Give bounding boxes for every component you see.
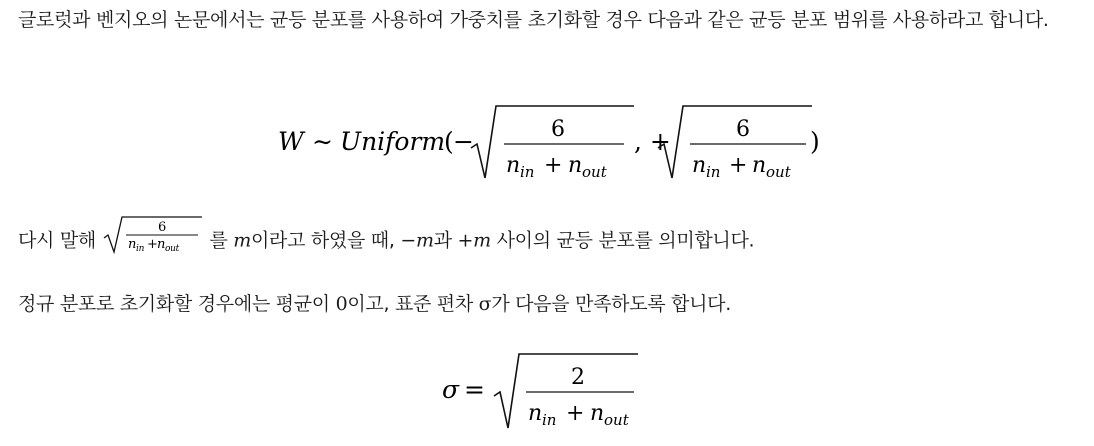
eq1-open: (: [444, 127, 454, 156]
eq2-eq: =: [464, 375, 485, 404]
eq1-nin-1: n: [506, 153, 521, 178]
eq1-num-1: 6: [551, 117, 565, 142]
eq2-insub: in: [542, 411, 557, 429]
eq1-lhs: W: [278, 127, 304, 156]
eq1-neg: −: [453, 127, 474, 156]
p2-text-2: 를: [209, 229, 228, 252]
equation-normal-svg: [442, 346, 662, 436]
inline-outsub: out: [164, 244, 179, 254]
eq2-num: 2: [571, 365, 585, 390]
inline-sqrt-fraction: [102, 214, 204, 264]
eq1-outsub-1: out: [582, 163, 607, 181]
eq2-nout: n: [590, 401, 605, 426]
eq1-insub-1: in: [520, 163, 535, 181]
eq1-plus-2: +: [729, 153, 748, 178]
eq1-tilde: ∼: [312, 127, 333, 156]
p2-m: m: [233, 229, 251, 252]
inline-nout: n: [156, 237, 165, 252]
p2-neg-m: −m: [400, 229, 434, 252]
paragraph-normal-init: [18, 288, 731, 320]
eq1-close: ): [810, 127, 820, 156]
p3-text-3: 가 다음을 만족하도록 합니다.: [491, 293, 731, 315]
p2-text-1: 다시 말해: [18, 229, 96, 252]
eq1-num-2: 6: [736, 117, 750, 142]
p2-text-3: 이라고 하였을 때,: [251, 229, 395, 252]
equation-uniform-svg: [278, 100, 838, 190]
eq2-outsub: out: [604, 411, 629, 429]
inline-sqrt-svg: [102, 214, 204, 254]
eq1-insub-2: in: [706, 163, 721, 181]
eq1-func: Uniform: [340, 127, 446, 156]
eq2-plus: +: [566, 401, 585, 426]
p3-text-1: 정규 분포로 초기화할 경우에는 평균이: [18, 293, 330, 315]
eq1-nout-2: n: [752, 153, 767, 178]
eq1-outsub-2: out: [766, 163, 791, 181]
p3-text-2: 이고, 표준 편차: [347, 293, 473, 315]
eq1-nout-1: n: [568, 153, 583, 178]
p2-pos-m: +m: [457, 229, 491, 252]
eq1-plus-1: +: [544, 153, 563, 178]
inline-plus: +: [146, 237, 158, 252]
p2-text-5: 사이의 균등 분포를 의미합니다.: [496, 229, 755, 252]
eq2-lhs: σ: [442, 375, 460, 404]
p2-text-4: 과: [433, 229, 452, 252]
eq1-nin-2: n: [692, 153, 707, 178]
eq1-comma-plus: , +: [634, 127, 671, 156]
paragraph-m-definition: [18, 216, 754, 266]
p3-zero: 0: [335, 293, 348, 315]
p3-sigma: σ: [478, 293, 492, 315]
inline-frac-num: 6: [157, 220, 166, 235]
inline-nin: n: [127, 237, 136, 252]
equation-uniform-init: [278, 100, 838, 194]
inline-insub: in: [135, 244, 144, 254]
eq2-nin: n: [528, 401, 543, 426]
paragraph-glorot-uniform: 글로럿과 벤지오의 논문에서는 균등 분포를 사용하여 가중치를 초기화할 경우 다음과 같은 균등 분포 범위를 사용하라고 합니다.: [18, 9, 1049, 31]
equation-normal-std: [442, 346, 662, 440]
